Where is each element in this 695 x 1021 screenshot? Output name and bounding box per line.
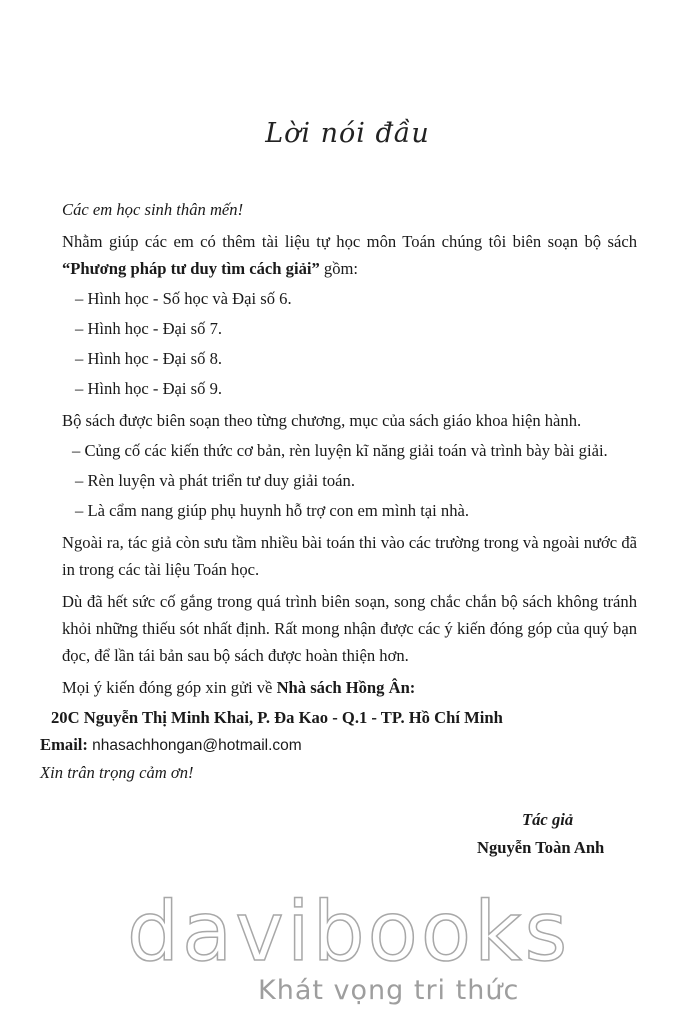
greeting: Các em học sinh thân mến! — [62, 200, 244, 219]
publisher-address: 20C Nguyễn Thị Minh Khai, P. Đa Kao - Q.1 - TP. Hồ Chí Minh — [51, 708, 503, 727]
feedback-paragraph: Dù đã hết sức cố gắng trong quá trình biên soạn, song chắc chắn bộ sách không tránh khỏi những thiếu sót nhất định. Rất mong nhận được các ý kiến đóng góp của quý bạn đọc, để lần tái bản sau bộ sách được hoàn thiện hơn. — [62, 592, 637, 665]
list-item: – Hình học - Đại số 8. — [75, 349, 223, 368]
book-list — [62, 285, 637, 402]
list-item: – Hình học - Đại số 9. — [75, 379, 223, 398]
email-label: Email: — [40, 735, 88, 754]
list-item: – Củng cố các kiến thức cơ bản, rèn luyện kĩ năng giải toán và trình bày bài giải. — [72, 441, 608, 460]
list-item: – Là cẩm nang giúp phụ huynh hỗ trợ con em mình tại nhà. — [75, 501, 470, 520]
extra-paragraph: Ngoài ra, tác giả còn sưu tầm nhiều bài toán thi vào các trường trong và ngoài nước đã in trong các tài liệu Toán học. — [62, 533, 637, 579]
thanks-line: Xin trân trọng cảm ơn! — [40, 763, 194, 782]
series-name: “Phương pháp tư duy tìm cách giải” — [62, 259, 320, 278]
structure-paragraph: Bộ sách được biên soạn theo từng chương, mục của sách giáo khoa hiện hành. — [62, 411, 582, 430]
contact-line — [62, 674, 637, 701]
intro-before: Nhằm giúp các em có thêm tài liệu tự học môn Toán chúng tôi biên soạn bộ sách — [62, 232, 637, 251]
watermark-brand: davibooks — [127, 885, 571, 980]
contact-lead: Mọi ý kiến đóng góp xin gửi về — [62, 678, 277, 697]
goal-list — [62, 437, 637, 524]
intro-after: gồm: — [319, 259, 359, 278]
list-item: – Rèn luyện và phát triển tư duy giải toán. — [75, 471, 355, 490]
email-line — [40, 731, 615, 759]
page-title: Lời nói đầu — [265, 118, 430, 149]
signature-name: Nguyễn Toàn Anh — [477, 838, 605, 857]
signature-role: Tác giả — [522, 810, 574, 829]
list-item: – Hình học - Số học và Đại số 6. — [75, 289, 292, 308]
watermark-slogan: Khát vọng tri thức — [258, 975, 520, 1006]
preface-body — [40, 196, 637, 786]
list-item: – Hình học - Đại số 7. — [75, 319, 223, 338]
publisher-name: Nhà sách Hồng Ân: — [276, 678, 416, 697]
email-address: nhasachhongan@hotmail.com — [92, 737, 302, 754]
intro-paragraph — [62, 228, 637, 282]
